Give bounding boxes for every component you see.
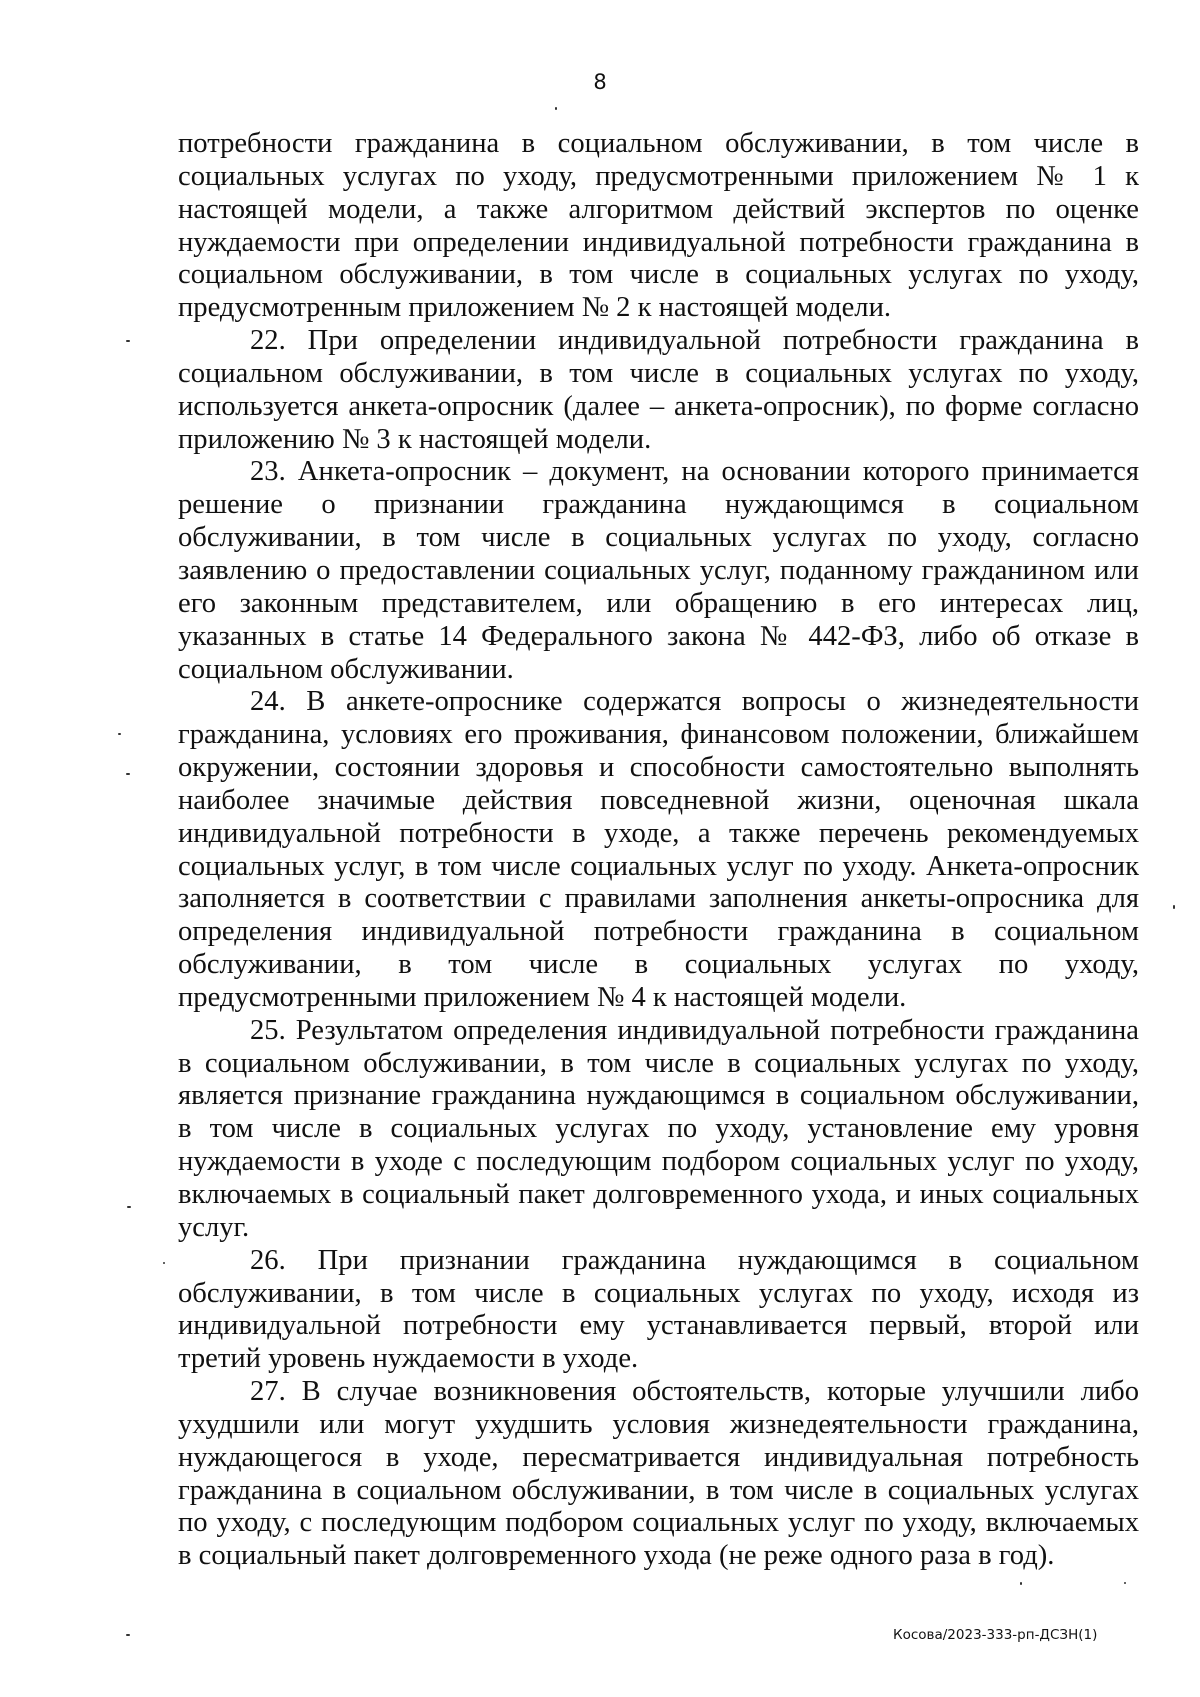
- scan-speck: [1173, 905, 1175, 909]
- document-footer-code: Косова/2023-333-рп-ДСЗН(1): [893, 1627, 1098, 1643]
- scan-speck: [126, 1634, 130, 1636]
- paragraph-21-continued: потребности гражданина в социальном обслуживании, в том числе в социальных услугах по уходу, предусмотренными приложением № 1 к настоящей модели, а также алгоритмом действий экспертов по оценке нуждаемости при определении индивидуальной потребности гражданина в социальном обслуживании, в том числе в социальных услугах по уходу, предусмотренным приложением № 2 к настоящей модели.: [178, 128, 1139, 324]
- paragraph-26: 26. При признании гражданина нуждающимся в социальном обслуживании, в том числе в социальных услугах по уходу, исходя из индивидуальной потребности ему устанавливается первый, второй или третий уровень нуждаемости в уходе.: [178, 1244, 1139, 1375]
- paragraph-27: 27. В случае возникновения обстоятельств, которые улучшили либо ухудшили или могут ухудшить условия жизнедеятельности гражданина, нуждающегося в уходе, пересматривается индивидуальная потребность гражданина в социальном обслуживании, в том числе в социальных услугах по уходу, с последующим подбором социальных услуг по уходу, включаемых в социальный пакет долговременного ухода (не реже одного раза в год).: [178, 1376, 1139, 1572]
- scan-speck: [555, 107, 557, 110]
- scan-speck: [1020, 1582, 1022, 1585]
- scan-speck: [1124, 1582, 1126, 1584]
- paragraph-24: 24. В анкете-опроснике содержатся вопросы о жизнедеятельности гражданина, условиях его проживания, финансовом положении, ближайшем окружении, состоянии здоровья и способности самостоятельно выполнять наиболее значимые действия повседневной жизни, оценочная шкала индивидуальной потребности в уходе, а также перечень рекомендуемых социальных услуг, в том числе социальных услуг по уходу. Анкета-опросник заполняется в соответствии с правилами заполнения анкеты-опросника для определения индивидуальной потребности гражданина в социальном обслуживании, в том числе в социальных услугах по уходу, предусмотренными приложением № 4 к настоящей модели.: [178, 686, 1139, 1013]
- scan-speck: [126, 340, 130, 342]
- document-body: [178, 128, 1139, 1573]
- paragraph-25: 25. Результатом определения индивидуальной потребности гражданина в социальном обслуживании, в том числе в социальных услугах по уходу, является признание гражданина нуждающимся в социальном обслуживании, в том числе в социальных услугах по уходу, установление ему уровня нуждаемости в уходе с последующим подбором социальных услуг по уходу, включаемых в социальный пакет долговременного ухода, и иных социальных услуг.: [178, 1014, 1139, 1243]
- paragraph-22: 22. При определении индивидуальной потребности гражданина в социальном обслуживании, в том числе в социальных услугах по уходу, используется анкета-опросник (далее – анкета-опросник), по форме согласно приложению № 3 к настоящей модели.: [178, 325, 1139, 455]
- scan-speck: [163, 1262, 165, 1264]
- scan-speck: [126, 773, 130, 775]
- paragraph-23: 23. Анкета-опросник – документ, на основании которого принимается решение о признании гражданина нуждающимся в социальном обслуживании, в том числе в социальных услугах по уходу, согласно заявлению о предоставлении социальных услуг, поданному гражданином или его законным представителем, или обращению в его интересах лиц, указанных в статье 14 Федерального закона № 442-ФЗ, либо об отказе в социальном обслуживании.: [178, 456, 1139, 685]
- scan-speck: [118, 733, 121, 735]
- page-number: 8: [593, 70, 607, 94]
- scan-speck: [127, 1206, 131, 1208]
